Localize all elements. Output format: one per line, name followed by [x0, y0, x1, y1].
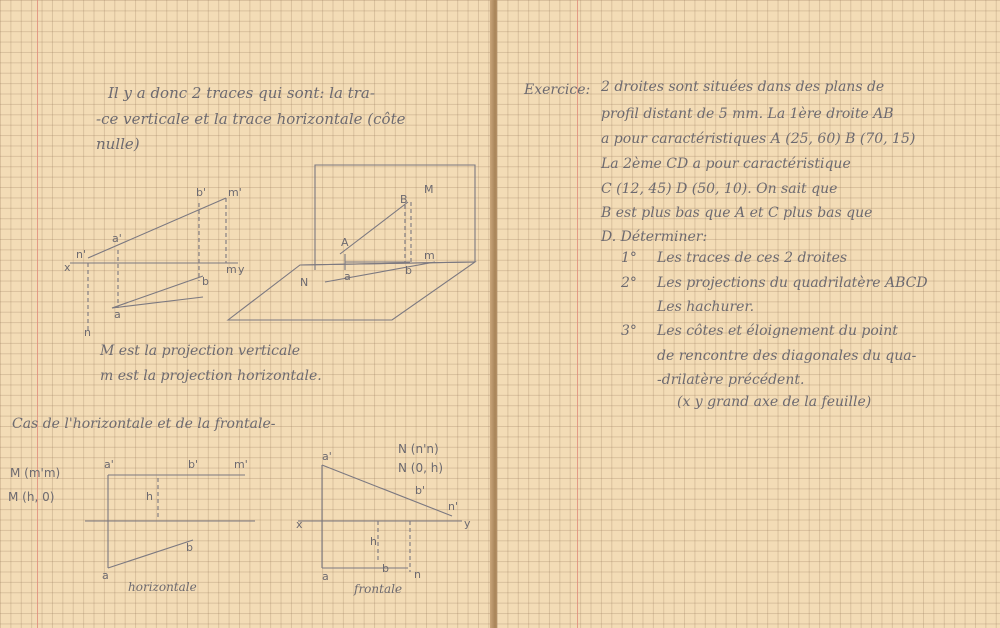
fig1-label-m: m: [226, 263, 237, 276]
fig3-label-bprime: b': [188, 458, 199, 471]
fig1-label-x: x: [64, 261, 71, 274]
exercise-line-5: C (12, 45) D (50, 10). On sait que: [601, 181, 838, 197]
fig3-label-b: b: [186, 541, 193, 554]
caption-horizontale: horizontale: [128, 580, 197, 594]
figure-2-perspective: [228, 165, 475, 320]
fig4-label-bprime: b': [415, 484, 426, 497]
fig2-label-M: M: [424, 183, 434, 196]
figure-3-horizontale: [85, 475, 255, 568]
fig4-label-aprime: a': [322, 450, 332, 463]
notation1-line-2: M (h, 0): [8, 490, 55, 504]
fig4-label-b: b: [382, 562, 389, 575]
fig1-label-aprime: a': [112, 232, 122, 245]
fig4-label-x: x: [296, 518, 303, 531]
right-notebook-page: [497, 0, 1000, 628]
notation2-line-1: N (n'n): [398, 442, 439, 456]
fig2-label-a: a: [344, 270, 351, 283]
exercise-line-3: a pour caractéristiques A (25, 60) B (70, 15): [601, 131, 916, 147]
item-1-line-1: Les traces de ces 2 droites: [657, 250, 848, 266]
intro-line-1: Il y a donc 2 traces qui sont: la tra-: [108, 84, 375, 102]
left-notebook-page: [0, 0, 494, 628]
fig1-label-y: y: [238, 263, 245, 276]
notation1-line-1: M (m'm): [10, 466, 61, 480]
item-2-line-2: Les hachurer.: [657, 299, 755, 315]
figure-1-projections: [70, 198, 238, 330]
fig3-label-aprime: a': [104, 458, 114, 471]
item-3-number: 3°: [621, 323, 637, 339]
geometry-figures: [0, 0, 494, 628]
item-1-number: 1°: [621, 250, 637, 266]
caption-frontale: frontale: [354, 582, 403, 596]
fig2-label-m: m: [424, 249, 435, 262]
exercise-line-4: La 2ème CD a pour caractéristique: [601, 156, 851, 172]
fig1-label-bprime: b': [196, 186, 207, 199]
fig3-label-h: h: [146, 490, 153, 503]
fig3-label-a: a: [102, 569, 109, 582]
projection-line-2: m est la projection horizontale.: [100, 368, 322, 384]
fig1-label-b: b: [202, 275, 209, 288]
fig2-label-A: A: [341, 236, 349, 249]
exercise-line-1: 2 droites sont situées dans des plans de: [601, 79, 885, 95]
item-3-line-1: Les côtes et éloignement du point: [657, 323, 898, 339]
intro-line-3: nulle): [96, 135, 140, 153]
fig1-label-n: n: [84, 326, 91, 339]
fig2-label-b: b: [405, 264, 412, 277]
fig1-label-nprime: n': [76, 248, 86, 261]
fig1-label-mprime: m': [228, 186, 242, 199]
intro-line-2: -ce verticale et la trace horizontale (côte: [96, 110, 406, 128]
exercise-line-2: profil distant de 5 mm. La 1ère droite AB: [601, 106, 894, 122]
notation2-line-2: N (0, h): [398, 461, 444, 475]
exercise-label: Exercice:: [524, 82, 591, 98]
fig3-label-mprime: m': [234, 458, 248, 471]
fig2-label-N: N: [300, 276, 309, 289]
item-2-number: 2°: [621, 275, 637, 291]
fig4-label-y: y: [464, 517, 471, 530]
case-heading: Cas de l'horizontale et de la frontale-: [12, 416, 276, 432]
fig4-label-nprime: n': [448, 500, 458, 513]
fig2-label-B: B: [400, 193, 408, 206]
exercise-line-6: B est plus bas que A et C plus bas que: [601, 205, 873, 221]
projection-line-1: M est la projection verticale: [100, 343, 301, 359]
item-2-line-1: Les projections du quadrilatère ABCD: [657, 275, 928, 291]
item-3-line-2: de rencontre des diagonales du qua-: [657, 348, 917, 364]
exercise-line-7: D. Déterminer:: [601, 229, 708, 245]
exercise-note: (x y grand axe de la feuille): [677, 394, 872, 410]
figure-4-frontale: [298, 465, 462, 572]
fig4-label-a: a: [322, 570, 329, 583]
item-3-line-3: -drilatère précédent.: [657, 372, 805, 388]
fig4-label-h: h: [370, 535, 377, 548]
fig4-label-n: n: [414, 568, 421, 581]
fig1-label-a: a: [114, 308, 121, 321]
